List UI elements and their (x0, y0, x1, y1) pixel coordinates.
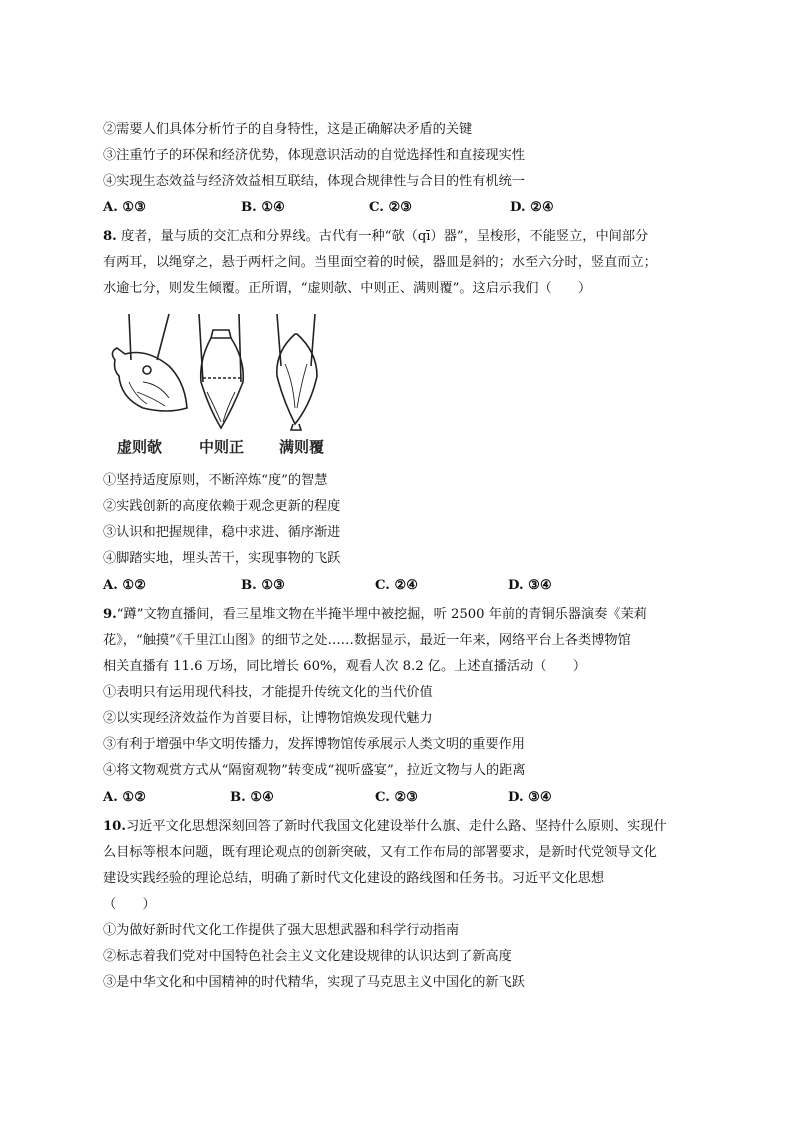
q9-statement-2: ②以实现经济效益作为首要目标，让博物馆焕发现代魅力 (103, 711, 433, 726)
q8-option-d: D. ③④ (508, 578, 552, 593)
q8-number: 8. (103, 229, 117, 244)
q10-stem-line-4: （ ） (103, 897, 156, 912)
figure-label-upright: 中则正 (199, 438, 245, 456)
q10-stem-line-1: 10.习近平文化思想深刻回答了新时代我国文化建设举什么旗、走什么路、坚持什么原则、实现什 (103, 819, 667, 834)
q7-option-a: A. ①③ (103, 200, 147, 215)
q8-statement-2: ②实践创新的高度依赖于观念更新的程度 (103, 499, 341, 514)
q8-statement-4: ④脚踏实地，埋头苦干，实现事物的飞跃 (103, 551, 341, 566)
q7-option-b: B. ①④ (241, 200, 285, 215)
qi-vessel-figure (107, 312, 367, 462)
figure-label-tilted: 虚则欹 (117, 438, 163, 456)
q9-number: 9. (103, 607, 117, 622)
q9-option-d: D. ③④ (508, 790, 552, 805)
q8-stem-line-2: 有两耳，以绳穿之，悬于两杆之间。当里面空着的时候，器皿是斜的；水至六分时，竖直而立； (103, 255, 657, 270)
q10-stem-line-2: 么目标等根本问题，既有理论观点的创新突破，又有工作布局的部署要求，是新时代党领导文化 (103, 845, 657, 860)
q7-statement-4: ④实现生态效益与经济效益相互联结，体现合规律性与合目的性有机统一 (103, 174, 525, 189)
q8-stem-line-3: 水逾七分，则发生倾覆。正所谓，“虚则欹、中则正、满则覆”。这启示我们（ ） (103, 281, 592, 296)
q8-statement-3: ③认识和把握规律，稳中求进、循序渐进 (103, 525, 341, 540)
q9-stem-line-1: 9.“蹲”文物直播间，看三星堆文物在半掩半埋中被挖掘，听 2500 年前的青铜乐器演奏《茉莉 (103, 607, 647, 622)
figure-label-overturned: 满则覆 (279, 438, 325, 456)
q8-option-a: A. ①② (103, 578, 147, 593)
q7-option-c: C. ②③ (369, 200, 413, 215)
q9-statement-1: ①表明只有运用现代科技，才能提升传统文化的当代价值 (103, 685, 433, 700)
q8-stem-line-1: 8. 度者，量与质的交汇点和分界线。古代有一种“欹（qī）器”，呈梭形，不能竖立，中间部分 (103, 229, 649, 244)
q8-option-b: B. ①③ (241, 578, 285, 593)
q7-statement-2: ②需要人们具体分析竹子的自身特性，这是正确解决矛盾的关键 (103, 122, 473, 137)
q9-statement-3: ③有利于增强中华文明传播力，发挥博物馆传承展示人类文明的重要作用 (103, 737, 525, 752)
q10-stem-line-3: 建设实践经验的理论总结，明确了新时代文化建设的路线图和任务书。习近平文化思想 (103, 871, 605, 886)
q9-option-a: A. ①② (103, 790, 147, 805)
q9-option-b: B. ①④ (230, 790, 274, 805)
q10-statement-2: ②标志着我们党对中国特色社会主义文化建设规律的认识达到了新高度 (103, 949, 512, 964)
q10-number: 10. (103, 819, 126, 834)
q7-statement-3: ③注重竹子的环保和经济优势，体现意识活动的自觉选择性和直接现实性 (103, 148, 525, 163)
q8-statement-1: ①坚持适度原则，不断淬炼“度”的智慧 (103, 473, 328, 488)
q7-option-d: D. ②④ (510, 200, 554, 215)
q9-stem-line-2: 花》，“触摸”《千里江山图》的细节之处……数据显示，最近一年来，网络平台上各类博物馆 (103, 633, 631, 648)
q9-option-c: C. ②③ (375, 790, 419, 805)
q8-option-c: C. ②④ (375, 578, 419, 593)
q9-statement-4: ④将文物观赏方式从“隔窗观物”转变成“视听盛宴”，拉近文物与人的距离 (103, 763, 526, 778)
q10-statement-3: ③是中华文化和中国精神的时代精华，实现了马克思主义中国化的新飞跃 (103, 975, 525, 990)
q9-stem-line-3: 相关直播有 11.6 万场，同比增长 60%，观看人次 8.2 亿。上述直播活动（ ） (103, 659, 587, 674)
q10-statement-1: ①为做好新时代文化工作提供了强大思想武器和科学行动指南 (103, 923, 460, 938)
